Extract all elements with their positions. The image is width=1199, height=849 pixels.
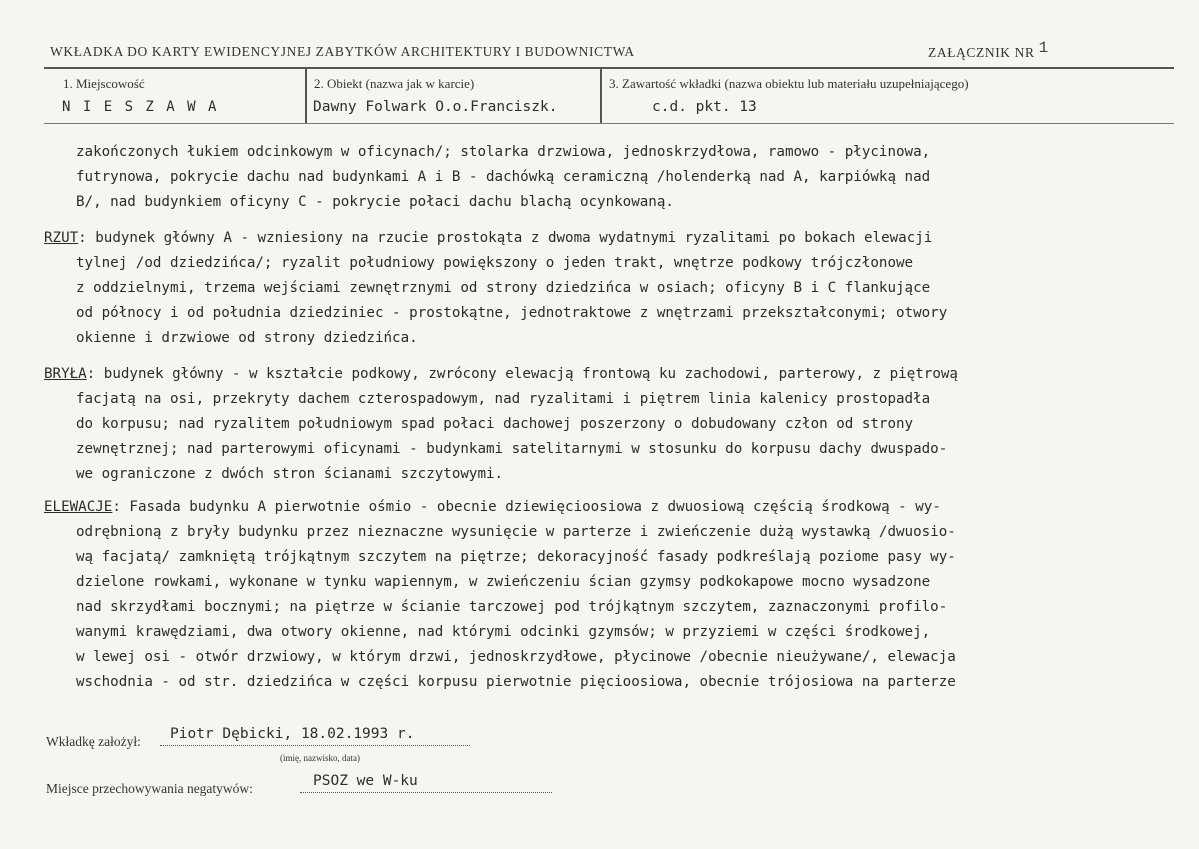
negatives-value: PSOZ we W-ku — [313, 773, 418, 789]
body-line: : budynek główny - w kształcie podkowy, zwrócony elewacją frontową ku zachodowi, parterowy, z piętrową — [86, 366, 958, 382]
author-label: Wkładkę założył: — [46, 734, 141, 749]
body-line: odrębnioną z bryły budynku przez nieznaczne wysunięcie w parterze i zwieńczenie dużą wystawką /dwuosio- — [76, 524, 956, 540]
elewacje-heading: ELEWACJE — [44, 499, 113, 515]
body-line: do korpusu; nad ryzalitem południowym spad połaci dachowej poszerzony o dobudowany człon od strony — [76, 416, 914, 432]
body-line: zakończonych łukiem odcinkowym w oficynach/; stolarka drzwiowa, jednoskrzydłowa, ramowo - płycinowa, — [76, 144, 931, 160]
annex-number: 1 — [1038, 39, 1049, 57]
annex-label: ZAŁĄCZNIK NR — [928, 45, 1035, 60]
field-divider-2 — [600, 67, 602, 123]
body-line: okienne i drzwiowe od strony dziedzińca. — [76, 330, 418, 346]
body-line: od północy i od południa dziedziniec - prostokątne, jednotraktowe z wnętrzami przekształconymi; otwory — [76, 305, 948, 321]
body-line: wą facjatą/ zamkniętą trójkątnym szczytem na piętrze; dekoracyjność fasady podkreślają poziome pasy wy- — [76, 549, 956, 565]
body-line: wschodnia - od str. dziedzińca w części korpusu pierwotnie pięcioosiowa, obecnie trójosiowa na parterze — [76, 674, 956, 690]
author-value: Piotr Dębicki, 18.02.1993 r. — [170, 726, 415, 742]
negatives-label: Miejsce przechowywania negatywów: — [46, 781, 253, 796]
elewacje-section-first-line — [44, 499, 941, 515]
locality-label: 1. Miejscowość — [63, 76, 145, 91]
body-line: : budynek główny A - wzniesiony na rzucie prostokąta z dwoma wydatnymi ryzalitami po bokach elewacji — [78, 230, 933, 246]
object-label: 2. Obiekt (nazwa jak w karcie) — [314, 76, 475, 91]
body-line: : Fasada budynku A pierwotnie ośmio - obecnie dziewięcioosiowa z dwuosiową częścią środkową - wy- — [112, 499, 941, 515]
rzut-section-first-line — [44, 230, 932, 246]
body-line: we ograniczone z dwóch stron ścianami szczytowymi. — [76, 466, 504, 482]
author-caption: (imię, nazwisko, data) — [280, 753, 360, 763]
negatives-dotted-line — [300, 792, 552, 793]
body-line: zewnętrznej; nad parterowymi oficynami - budynkami satelitarnymi w stosunku do korpusu dachy dwuspado- — [76, 441, 948, 457]
header-bottom-rule — [44, 123, 1174, 124]
body-line: B/, nad budynkiem oficyny C - pokrycie połaci dachu blachą ocynkowaną. — [76, 194, 674, 210]
author-dotted-line — [160, 745, 470, 746]
content-value: c.d. pkt. 13 — [652, 99, 757, 115]
annex-label-group — [928, 39, 1049, 62]
header-top-rule — [44, 67, 1174, 69]
card-title: WKŁADKA DO KARTY EWIDENCYJNEJ ZABYTKÓW ARCHITEKTURY I BUDOWNICTWA — [50, 44, 635, 59]
body-line: tylnej /od dziedzińca/; ryzalit południowy powiększony o jeden trakt, wnętrze podkowy trójczłonowe — [76, 255, 914, 271]
body-line: dzielone rowkami, wykonane w tynku wapiennym, w zwieńczeniu ścian gzymsy podkokapowe mocno wysadzone — [76, 574, 931, 590]
locality-value: N I E S Z A W A — [62, 99, 219, 115]
content-label: 3. Zawartość wkładki (nazwa obiektu lub materiału uzupełniającego) — [609, 76, 969, 91]
body-line: w lewej osi - otwór drzwiowy, w którym drzwi, jednoskrzydłowe, płycinowe /obecnie nieużywane/, elewacja — [76, 649, 956, 665]
body-line: wanymi krawędziami, dwa otwory okienne, nad którymi odcinki gzymsów; w przyziemi w części środkowej, — [76, 624, 931, 640]
body-line: z oddzielnymi, trzema wejściami zewnętrznymi od strony dziedzińca w osiach; oficyny B i C flankujące — [76, 280, 931, 296]
bryla-heading: BRYŁA — [44, 366, 87, 382]
body-line: facjatą na osi, przekryty dachem czterospadowym, nad ryzalitami i piętrem linia kalenicy prostopadła — [76, 391, 931, 407]
bryla-section-first-line — [44, 366, 958, 382]
object-value: Dawny Folwark O.o.Franciszk. — [313, 99, 558, 115]
body-line: nad skrzydłami bocznymi; na piętrze w ścianie tarczowej pod trójkątnym szczytem, zaznaczonymi profilo- — [76, 599, 948, 615]
body-line: futrynowa, pokrycie dachu nad budynkami A i B - dachówką ceramiczną /holenderką nad A, karpiówką nad — [76, 169, 931, 185]
rzut-heading: RZUT — [44, 230, 79, 246]
field-divider-1 — [305, 67, 307, 123]
